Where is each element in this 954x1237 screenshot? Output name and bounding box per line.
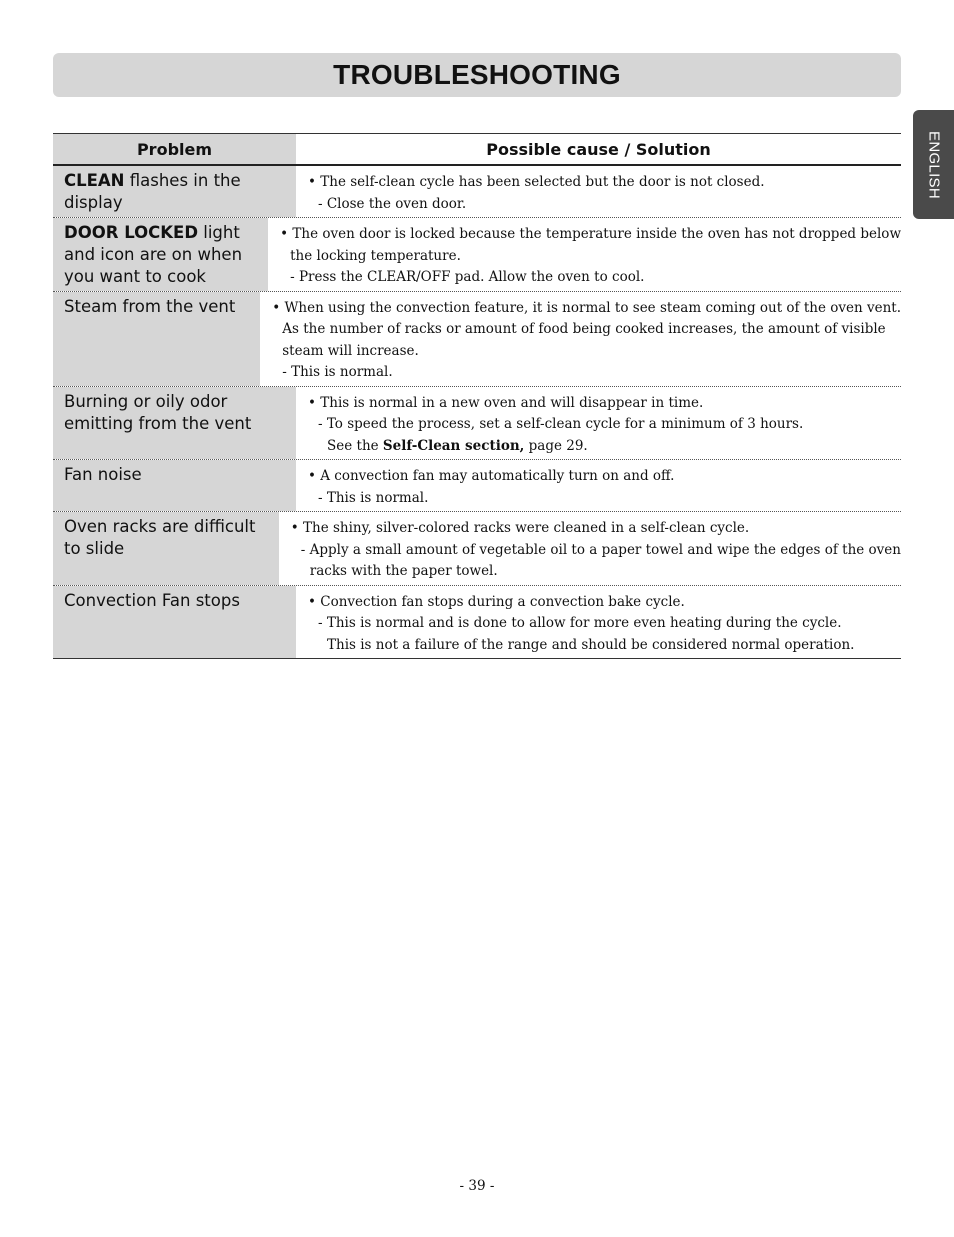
solution-text: • When using the convection feature, it is normal to see steam coming out of the oven vent. (272, 299, 901, 316)
table-row (53, 460, 901, 512)
solution-text: • The self-clean cycle has been selected but the door is not closed. (308, 174, 765, 190)
solution-text: - This is normal and is done to allow for more even heating during the cycle. (318, 615, 842, 631)
solution-line (308, 414, 901, 436)
solution-text: - Close the oven door. (318, 195, 467, 212)
table-body (53, 166, 901, 659)
solution-line (308, 393, 901, 415)
solution-column-header: Possible cause / Solution (486, 139, 711, 159)
solution-text: - To speed the process, set a self-clean cycle for a minimum of 3 hours. (318, 416, 804, 432)
solution-line (280, 267, 901, 289)
solution-line (280, 224, 901, 246)
solution-cell (268, 218, 901, 291)
solution-cell (296, 387, 901, 460)
solution-text: - Press the CLEAR/OFF pad. Allow the oven to cool. (290, 269, 645, 285)
solution-line (308, 172, 901, 194)
solution-cell (279, 512, 901, 585)
solution-line (308, 488, 901, 510)
problem-cell (53, 218, 268, 291)
solution-line (308, 635, 901, 657)
solution-text: • The shiny, silver-colored racks were cleaned in a self-clean cycle. (290, 520, 750, 536)
solution-line (291, 540, 901, 562)
solution-text: - This is normal. (282, 364, 393, 380)
problem-column-header: Problem (53, 134, 296, 164)
table-header (53, 134, 901, 166)
problem-text: Steam from the vent (64, 296, 236, 316)
solution-text: - Apply a small amount of vegetable oil to a paper towel and wipe the edges of the oven (300, 541, 901, 558)
problem-text: flashes in the display (64, 171, 246, 212)
solution-text: • The oven door is locked because the temperature inside the oven has not dropped below (280, 226, 901, 242)
solution-text: page 29. (524, 437, 588, 454)
troubleshooting-table (53, 133, 901, 659)
solution-text: the locking temperature. (290, 247, 461, 264)
section-reference: Self-Clean section, (382, 437, 525, 454)
table-row (53, 292, 901, 387)
solution-text: • This is normal in a new oven and will disappear in time. (308, 394, 704, 411)
solution-line (308, 592, 901, 614)
table-row (53, 166, 901, 218)
problem-cell (53, 166, 296, 217)
solution-text: racks with the paper towel. (309, 563, 498, 579)
solution-line (308, 194, 901, 216)
problem-keyword: DOOR LOCKED (64, 223, 199, 242)
solution-line (280, 246, 901, 268)
problem-cell (53, 512, 279, 585)
solution-text: - This is normal. (318, 489, 429, 506)
table-row (53, 586, 901, 660)
solution-line (291, 561, 901, 583)
solution-text: • A convection fan may automatically turn on and off. (308, 468, 675, 484)
solution-line (272, 362, 901, 384)
problem-cell (53, 387, 296, 460)
solution-cell (296, 166, 901, 217)
solution-text: This is not a failure of the range and should be considered normal operation. (327, 636, 855, 653)
problem-text: Burning or oily odor emitting from the vent (64, 391, 252, 433)
problem-keyword: CLEAN (64, 171, 125, 190)
solution-line (308, 466, 901, 488)
solution-cell (296, 586, 901, 659)
solution-line (291, 518, 901, 540)
solution-line (272, 298, 901, 320)
problem-text: light and icon are on when you want to cook (64, 223, 248, 286)
solution-line (272, 341, 901, 363)
problem-cell (53, 292, 260, 386)
problem-cell (53, 460, 296, 511)
language-tab (913, 110, 954, 219)
solution-text: steam will increase. (282, 342, 419, 359)
page-title: TROUBLESHOOTING (333, 59, 621, 90)
solution-line (308, 436, 901, 458)
table-row (53, 387, 901, 461)
problem-text: Convection Fan stops (64, 590, 240, 610)
solution-line (308, 613, 901, 635)
solution-cell (296, 460, 901, 511)
title-banner (53, 53, 901, 97)
solution-cell (260, 292, 901, 386)
problem-text: Fan noise (64, 465, 142, 484)
page-number: - 39 - (459, 1178, 495, 1194)
solution-text: As the number of racks or amount of food being cooked increases, the amount of visible (282, 321, 886, 337)
table-row (53, 218, 901, 292)
language-tab-label: ENGLISH (925, 130, 942, 199)
problem-cell (53, 586, 296, 659)
solution-text: • Convection fan stops during a convection bake cycle. (308, 593, 685, 610)
table-row (53, 512, 901, 586)
solution-line (272, 319, 901, 341)
problem-text: Oven racks are difficult to slide (64, 517, 261, 558)
solution-text: See the (327, 437, 383, 454)
